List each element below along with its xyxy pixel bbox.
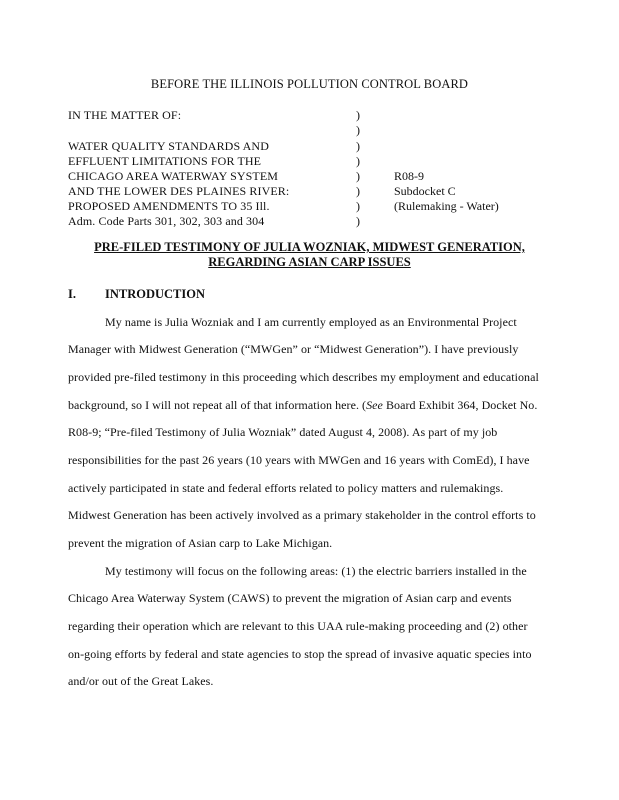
paragraph-1-line: Manager with Midwest Generation (“MWGen” or “Midwest Generation”). I have previously <box>68 342 519 356</box>
testimony-title-line-1: PRE-FILED TESTIMONY OF JULIA WOZNIAK, MIDWEST GENERATION, <box>94 240 525 254</box>
caption-paren: ) <box>356 214 360 228</box>
subdocket: Subdocket C <box>394 184 456 198</box>
caption-matter-line: AND THE LOWER DES PLAINES RIVER: <box>68 184 290 198</box>
caption-matter-line: CHICAGO AREA WATERWAY SYSTEM <box>68 169 279 183</box>
caption-paren: ) <box>356 199 360 213</box>
paragraph-1-line: My name is Julia Wozniak and I am currently employed as an Environmental Project <box>105 315 517 329</box>
paragraph-2-line: on-going efforts by federal and state agencies to stop the spread of invasive aquatic species into <box>68 647 532 661</box>
paragraph-1-line: provided pre-filed testimony in this proceeding which describes my employment and educational <box>68 370 539 384</box>
paragraph-1-line: background, so I will not repeat all of that information here. (See Board Exhibit 364, Docket No. <box>68 398 538 412</box>
paragraph-1-line: prevent the migration of Asian carp to Lake Michigan. <box>68 536 333 550</box>
board-title: BEFORE THE ILLINOIS POLLUTION CONTROL BOARD <box>150 77 469 91</box>
rulemaking-type: (Rulemaking - Water) <box>394 199 499 213</box>
caption-paren: ) <box>356 108 360 122</box>
caption-paren: ) <box>356 123 360 137</box>
paragraph-2-line: My testimony will focus on the following areas: (1) the electric barriers installed in the <box>105 564 527 578</box>
docket-number: R08-9 <box>394 169 424 183</box>
paragraph-1-line: responsibilities for the past 26 years (10 years with MWGen and 16 years with ComEd), I have <box>68 453 530 467</box>
section-heading: INTRODUCTION <box>105 287 206 301</box>
caption-paren: ) <box>356 139 360 153</box>
caption-matter-line: IN THE MATTER OF: <box>68 108 182 122</box>
caption-matter-line: Adm. Code Parts 301, 302, 303 and 304 <box>68 214 265 228</box>
caption-matter-line: PROPOSED AMENDMENTS TO 35 Ill. <box>68 199 270 213</box>
paragraph-2-line: Chicago Area Waterway System (CAWS) to prevent the migration of Asian carp and events <box>68 591 512 605</box>
testimony-title-line-2: REGARDING ASIAN CARP ISSUES <box>208 255 411 269</box>
paragraph-1-line: R08-9; “Pre-filed Testimony of Julia Wozniak” dated August 4, 2008). As part of my job <box>68 425 498 439</box>
paragraph-2-line: regarding their operation which are relevant to this UAA rule-making proceeding and (2) other <box>68 619 528 633</box>
section-number: I. <box>68 287 76 301</box>
paragraph-2-line: and/or out of the Great Lakes. <box>68 674 214 688</box>
caption-paren: ) <box>356 184 360 198</box>
caption-paren: ) <box>356 169 360 183</box>
paragraph-1-line: actively participated in state and federal efforts related to policy matters and rulemakings. <box>68 481 504 495</box>
caption-matter-line: EFFLUENT LIMITATIONS FOR THE <box>68 154 262 168</box>
caption-matter-line: WATER QUALITY STANDARDS AND <box>68 139 269 153</box>
caption-paren: ) <box>356 154 360 168</box>
paragraph-1-line: Midwest Generation has been actively involved as a primary stakeholder in the control efforts to <box>68 508 536 522</box>
